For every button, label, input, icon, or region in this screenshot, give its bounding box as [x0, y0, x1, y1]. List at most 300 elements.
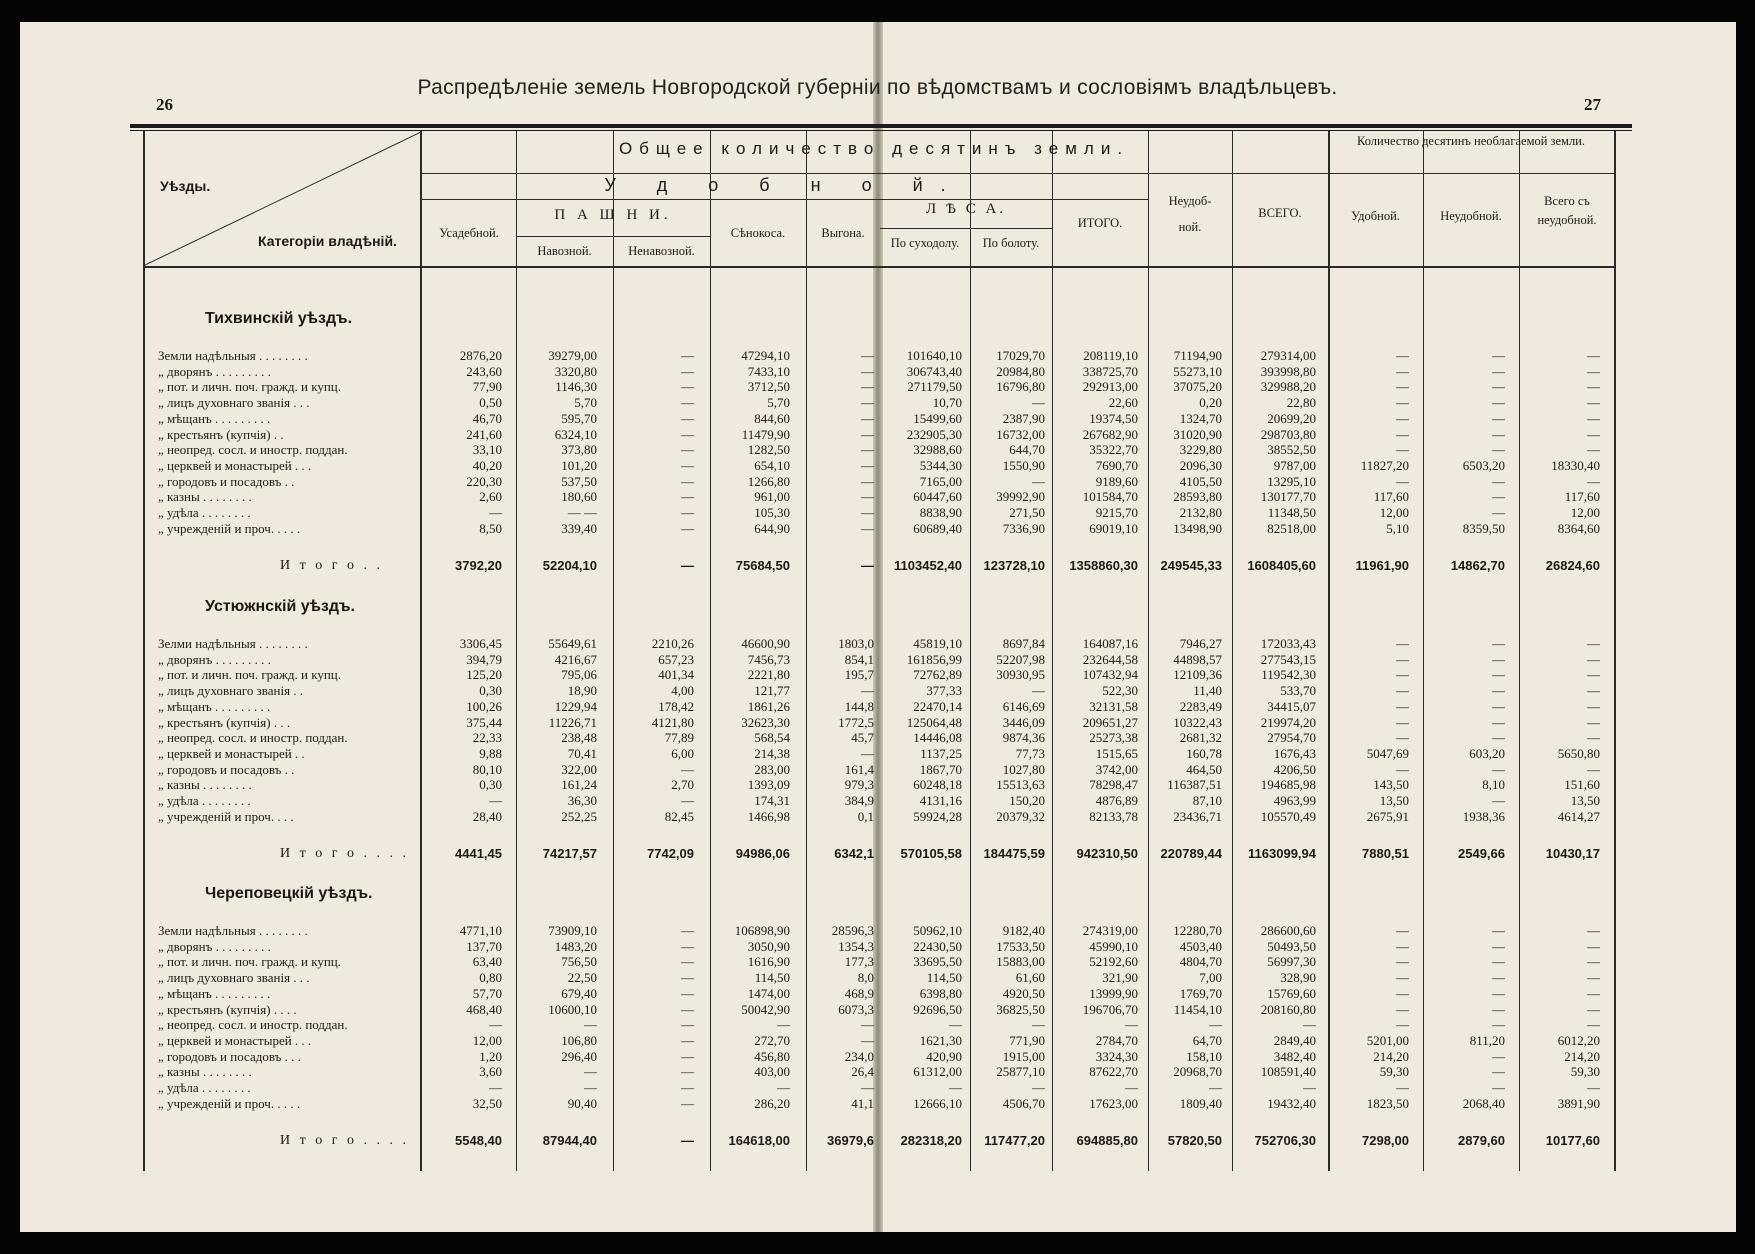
table-cell: 420,90	[926, 1048, 962, 1064]
table-cell: 4876,89	[1095, 793, 1138, 808]
table-cell: 568,54	[754, 730, 790, 746]
table-cell: 1466,98	[747, 808, 790, 824]
table-cell: 6503,20	[1462, 457, 1505, 473]
table-cell: 196706,70	[1082, 1001, 1138, 1017]
table-cell: —	[1492, 410, 1505, 426]
table-cell: —	[1587, 636, 1600, 651]
table-cell: 9874,36	[1002, 730, 1045, 746]
table-cell: 4206,50	[1273, 761, 1316, 777]
table-cell: 45,7	[851, 730, 874, 746]
table-cell: —	[1587, 473, 1600, 489]
table-cell: 296,40	[561, 1048, 597, 1064]
table-cell: 5,10	[1386, 520, 1409, 536]
table-cell: 23436,71	[1173, 808, 1222, 824]
table-cell: —	[1492, 1064, 1505, 1080]
table-cell: 6146,69	[1002, 698, 1045, 714]
table-cell: —	[861, 348, 874, 363]
table-cell: —	[1492, 426, 1505, 442]
row-label: „ дворянъ . . . . . . . . .	[158, 938, 271, 954]
table-cell: 31020,90	[1173, 426, 1222, 442]
table-cell: —	[1492, 793, 1505, 808]
table-cell: —	[681, 489, 694, 505]
row-label: Зелми надѣльныя . . . . . . . .	[158, 636, 308, 651]
table-cell: 107432,94	[1082, 667, 1138, 683]
table-cell: —	[1396, 954, 1409, 970]
header-udobnoy: У д о б н о й.	[604, 175, 964, 195]
row-label: „ городовъ и посадовъ . .	[158, 761, 295, 777]
table-cell: —	[1492, 938, 1505, 954]
table-cell: 6398,80	[919, 985, 962, 1001]
table-cell: 52192,60	[1089, 954, 1138, 970]
table-cell: 11,40	[1193, 683, 1222, 699]
table-cell: 7456,73	[747, 651, 790, 667]
total-cell: —	[681, 558, 694, 574]
table-cell: 8,0	[857, 970, 874, 986]
table-cell: —	[1492, 985, 1505, 1001]
table-cell: 11454,10	[1173, 1001, 1222, 1017]
row-label: „ неопред. сосл. и иностр. поддан.	[158, 730, 348, 746]
table-cell: —	[1587, 651, 1600, 667]
table-cell: 119542,30	[1261, 667, 1316, 683]
table-cell: 771,90	[1009, 1032, 1045, 1048]
table-cell: 55649,61	[548, 636, 597, 651]
table-cell: 28596,3	[831, 923, 874, 938]
table-cell: —	[1587, 348, 1600, 363]
table-cell: 844,60	[754, 410, 790, 426]
table-cell: —	[1587, 970, 1600, 986]
table-cell: 1769,70	[1179, 985, 1222, 1001]
table-cell: —	[1396, 730, 1409, 746]
table-cell: 232905,30	[906, 426, 962, 442]
header-obshchee: Общее количество десятинъ земли.	[618, 139, 1130, 158]
total-cell: 14862,70	[1450, 558, 1505, 574]
table-cell: 394,79	[466, 651, 502, 667]
table-cell: 161,4	[844, 761, 874, 777]
table-cell: —	[584, 1080, 597, 1095]
table-cell: 4131,16	[919, 793, 962, 808]
row-label: „ казны . . . . . . . .	[158, 1064, 252, 1080]
table-cell: 8,10	[1482, 777, 1505, 793]
table-cell: 143,50	[1373, 777, 1409, 793]
table-cell: 1393,09	[747, 777, 790, 793]
table-cell: 28,40	[472, 808, 502, 824]
row-label: „ учрежденій и проч. . . . .	[158, 520, 301, 536]
top-rule	[130, 124, 1632, 128]
table-cell: 5047,69	[1366, 745, 1409, 761]
total-label: И т о г о . . . .	[280, 846, 409, 862]
table-cell: 20968,70	[1173, 1064, 1222, 1080]
table-cell: 220,30	[466, 473, 502, 489]
header-vygona: Выгона.	[821, 226, 865, 240]
table-cell: —	[1492, 761, 1505, 777]
table-cell: 13498,90	[1173, 520, 1222, 536]
table-cell: 1229,94	[554, 698, 597, 714]
total-cell: 94986,06	[735, 846, 790, 862]
total-cell: 752706,30	[1254, 1133, 1316, 1149]
table-cell: 6324,10	[554, 426, 597, 442]
table-cell: 59924,28	[913, 808, 962, 824]
table-cell: —	[681, 473, 694, 489]
table-cell: —	[1396, 761, 1409, 777]
table-cell: 45990,10	[1089, 938, 1138, 954]
table-cell: —	[1032, 683, 1045, 699]
table-cell: —	[1125, 1080, 1138, 1095]
table-cell: 10322,43	[1173, 714, 1222, 730]
table-cell: 2784,70	[1095, 1032, 1138, 1048]
table-cell: 2387,90	[1002, 410, 1045, 426]
table-cell: 4963,99	[1273, 793, 1316, 808]
row-label: „ дворянъ . . . . . . . . .	[158, 651, 271, 667]
total-cell: 5548,40	[455, 1133, 502, 1149]
table-cell: 277543,15	[1260, 651, 1316, 667]
table-cell: 468,9	[844, 985, 874, 1001]
total-cell: 7880,51	[1362, 846, 1409, 862]
row-label: „ крестьянъ (купчія) . .	[158, 426, 284, 442]
table-cell: 3229,80	[1179, 442, 1222, 458]
table-cell: —	[1396, 667, 1409, 683]
table-cell: —	[1587, 410, 1600, 426]
table-cell: —	[1032, 473, 1045, 489]
table-cell: 26,4	[851, 1064, 874, 1080]
table-cell: 2876,20	[459, 348, 502, 363]
row-label: „ удѣла . . . . . . . .	[158, 505, 251, 520]
table-cell: 7336,90	[1002, 520, 1045, 536]
table-cell: —	[1492, 395, 1505, 411]
table-cell: —	[681, 520, 694, 536]
table-cell: —	[681, 1095, 694, 1111]
table-cell: 0,1	[857, 808, 874, 824]
table-cell: 19374,50	[1089, 410, 1138, 426]
table-cell: 1772,5	[838, 714, 874, 730]
table-cell: 172033,43	[1260, 636, 1316, 651]
table-cell: 3306,45	[459, 636, 502, 651]
table-cell: 283,00	[754, 761, 790, 777]
table-cell: 16796,80	[996, 379, 1045, 395]
table-cell: 164087,16	[1082, 636, 1138, 651]
table-cell: —	[1396, 698, 1409, 714]
table-cell: —	[1492, 505, 1505, 520]
table-cell: —	[1492, 473, 1505, 489]
table-cell: 161,24	[561, 777, 597, 793]
table-cell: 403,00	[754, 1064, 790, 1080]
table-cell: 108591,40	[1260, 1064, 1316, 1080]
table-cell: —	[1492, 1001, 1505, 1017]
total-cell: 2549,66	[1458, 846, 1505, 862]
table-cell: —	[1587, 1080, 1600, 1095]
row-label: „ городовъ и посадовъ . .	[158, 473, 295, 489]
table-cell: —	[861, 1032, 874, 1048]
table-cell: 20699,20	[1267, 410, 1316, 426]
table-cell: —	[1587, 1001, 1600, 1017]
table-cell: 69019,10	[1089, 520, 1138, 536]
row-label: „ церквей и монастырей . . .	[158, 1032, 312, 1048]
table-cell: 271179,50	[907, 379, 962, 395]
table-cell: 12,00	[472, 1032, 502, 1048]
row-label: „ церквей и монастырей . .	[158, 745, 305, 761]
table-cell: 533,70	[1280, 683, 1316, 699]
table-cell: 82,45	[664, 808, 694, 824]
table-cell: 30930,95	[996, 667, 1045, 683]
row-label: „ лицъ духовнаго званія . . .	[158, 395, 310, 411]
table-cell: 3891,90	[1557, 1095, 1600, 1111]
table-cell: —	[681, 793, 694, 808]
table-cell: 114,50	[926, 970, 962, 986]
table-cell: —	[861, 1080, 874, 1095]
table-cell: 1809,40	[1179, 1095, 1222, 1111]
table-cell: 15513,63	[996, 777, 1045, 793]
table-cell: 8359,50	[1462, 520, 1505, 536]
table-cell: 2675,91	[1366, 808, 1409, 824]
table-cell: 12666,10	[913, 1095, 962, 1111]
table-cell: 33695,50	[913, 954, 962, 970]
table-cell: 377,33	[926, 683, 962, 699]
table-cell: 50962,10	[913, 923, 962, 938]
table-cell: 38552,50	[1267, 442, 1316, 458]
table-cell: 0,30	[479, 683, 502, 699]
total-cell: 117477,20	[984, 1133, 1045, 1149]
table-cell: 1915,00	[1002, 1048, 1045, 1064]
table-cell: 25273,38	[1089, 730, 1138, 746]
header-neob-udobnoy: Удобной.	[1351, 209, 1400, 223]
table-cell: 679,40	[561, 985, 597, 1001]
row-label: Земли надѣльныя . . . . . . . .	[158, 923, 308, 938]
table-cell: 468,40	[466, 1001, 502, 1017]
row-label: „ казны . . . . . . . .	[158, 777, 252, 793]
table-cell: —	[861, 1017, 874, 1033]
row-label: „ дворянъ . . . . . . . . .	[158, 363, 271, 379]
table-cell: 241,60	[466, 426, 502, 442]
table-cell: 393998,80	[1260, 363, 1316, 379]
row-label: „ мѣщанъ . . . . . . . . .	[158, 410, 271, 426]
header-navoznoy: Навозной.	[537, 244, 592, 258]
table-cell: 4,00	[671, 683, 694, 699]
table-cell: —	[1492, 651, 1505, 667]
table-cell: 2849,40	[1273, 1032, 1316, 1048]
total-cell: 184475,59	[983, 846, 1045, 862]
table-cell: —	[1587, 426, 1600, 442]
table-cell: 56997,30	[1267, 954, 1316, 970]
table-cell: 339,40	[561, 520, 597, 536]
table-cell: —	[1396, 970, 1409, 986]
table-cell: 252,25	[561, 808, 597, 824]
table-cell: —	[861, 379, 874, 395]
table-cell: 178,42	[658, 698, 694, 714]
total-cell: 1358860,30	[1069, 558, 1138, 574]
table-cell: —	[777, 1017, 790, 1033]
table-cell: 10600,10	[548, 1001, 597, 1017]
table-cell: —	[1492, 379, 1505, 395]
table-cell: 25877,10	[996, 1064, 1045, 1080]
table-cell: 22470,14	[913, 698, 962, 714]
table-cell: —	[1396, 379, 1409, 395]
table-cell: 795,06	[561, 667, 597, 683]
table-cell: 82518,00	[1267, 520, 1316, 536]
table-cell: 195,7	[844, 667, 874, 683]
table-cell: —	[681, 1064, 694, 1080]
table-cell: 16732,00	[996, 426, 1045, 442]
table-cell: —	[489, 793, 502, 808]
table-cell: —	[1492, 698, 1505, 714]
table-cell: 32,50	[472, 1095, 502, 1111]
total-cell: —	[681, 1133, 694, 1149]
table-cell: 14446,08	[913, 730, 962, 746]
table-cell: 72762,89	[913, 667, 962, 683]
table-cell: 11348,50	[1267, 505, 1316, 520]
row-label: „ неопред. сосл. и иностр. поддан.	[158, 442, 348, 458]
table-cell: —	[861, 426, 874, 442]
table-cell: —	[681, 442, 694, 458]
table-cell: 12109,36	[1173, 667, 1222, 683]
table-cell: —	[681, 395, 694, 411]
table-cell: 64,70	[1192, 1032, 1222, 1048]
table-cell: 8364,60	[1557, 520, 1600, 536]
table-cell: 644,70	[1009, 442, 1045, 458]
table-cell: —	[1209, 1017, 1222, 1033]
total-cell: 11961,90	[1355, 558, 1409, 574]
row-label: „ пот. и личн. поч. гражд. и купц.	[158, 954, 342, 970]
table-cell: —	[1492, 636, 1505, 651]
table-cell: 603,20	[1469, 745, 1505, 761]
table-cell: 9189,60	[1095, 473, 1138, 489]
table-cell: 125,20	[466, 667, 502, 683]
table-cell: 13999,90	[1089, 985, 1138, 1001]
row-label: „ учрежденій и проч. . . .	[158, 808, 294, 824]
table-cell: —	[681, 970, 694, 986]
table-cell: 114,50	[754, 970, 790, 986]
table-cell: 101,20	[561, 457, 597, 473]
table-cell: 47294,10	[741, 348, 790, 363]
total-cell: 87944,40	[542, 1133, 597, 1149]
table-cell: —	[1396, 1080, 1409, 1095]
table-cell: —	[1492, 970, 1505, 986]
table-cell: 5,70	[574, 395, 597, 411]
table-cell: 279314,00	[1260, 348, 1316, 363]
table-cell: —	[681, 938, 694, 954]
table-cell: 17533,50	[996, 938, 1045, 954]
table-cell: 3742,00	[1095, 761, 1138, 777]
table-cell: 34415,07	[1267, 698, 1316, 714]
table-cell: 158,10	[1186, 1048, 1222, 1064]
total-cell: 220789,44	[1160, 846, 1222, 862]
table-cell: —	[1587, 714, 1600, 730]
table-cell: 137,70	[466, 938, 502, 954]
table-cell: —	[1396, 923, 1409, 938]
table-cell: 7,00	[1199, 970, 1222, 986]
table-cell: 117,60	[1564, 489, 1600, 505]
table-cell: 979,3	[844, 777, 874, 793]
table-cell: —	[1396, 938, 1409, 954]
table-cell: —	[489, 1017, 502, 1033]
table-cell: —	[861, 520, 874, 536]
table-cell: 19432,40	[1267, 1095, 1316, 1111]
table-cell: 537,50	[561, 473, 597, 489]
total-cell: 26824,60	[1545, 558, 1600, 574]
table-cell: —	[1396, 1001, 1409, 1017]
row-label: „ неопред. сосл. и иностр. поддан.	[158, 1017, 348, 1033]
table-cell: 36,30	[567, 793, 597, 808]
table-cell: 1483,20	[554, 938, 597, 954]
table-cell: 9182,40	[1002, 923, 1045, 938]
table-cell: 59,30	[1379, 1064, 1409, 1080]
header-senokosa: Сѣнокоса.	[730, 226, 786, 240]
table-cell: 9215,70	[1095, 505, 1138, 520]
total-cell: 2879,60	[1458, 1133, 1505, 1149]
table-cell: 33,10	[472, 442, 502, 458]
table-cell: —	[949, 1080, 962, 1095]
total-cell: 74217,57	[542, 846, 597, 862]
table-cell: 50493,50	[1267, 938, 1316, 954]
table-cell: —	[1396, 395, 1409, 411]
header-neoblag: Количество десятинъ необлагаемой земли.	[1357, 134, 1585, 148]
total-label: И т о г о . . . .	[280, 1133, 409, 1149]
header-po-bolotu: По болоту.	[982, 236, 1040, 250]
table-cell: 209651,27	[1082, 714, 1138, 730]
table-cell: 3324,30	[1095, 1048, 1138, 1064]
table-cell: 0,50	[479, 395, 502, 411]
table-cell: —	[1587, 985, 1600, 1001]
row-label: „ лицъ духовнаго званія . . .	[158, 970, 310, 986]
header-kategorii: Категоріи владѣній.	[258, 233, 397, 249]
table-cell: 7946,27	[1179, 636, 1222, 651]
table-cell: —	[1492, 348, 1505, 363]
table-cell: 121,77	[754, 683, 790, 699]
table-cell: 1676,43	[1273, 745, 1316, 761]
total-cell: 942310,50	[1076, 846, 1138, 862]
table-cell: 17029,70	[996, 348, 1045, 363]
table-cell: —	[681, 457, 694, 473]
table-cell: 35322,70	[1089, 442, 1138, 458]
table-cell: 6073,3	[838, 1001, 874, 1017]
table-cell: —	[1492, 363, 1505, 379]
table-cell: 961,00	[754, 489, 790, 505]
table-cell: 1324,70	[1179, 410, 1222, 426]
table-cell: 1282,50	[747, 442, 790, 458]
table-cell: 384,9	[844, 793, 874, 808]
table-cell: 3050,90	[747, 938, 790, 954]
table-cell: 1861,26	[747, 698, 790, 714]
table-cell: 77,89	[664, 730, 694, 746]
table-cell: —	[584, 1017, 597, 1033]
table-cell: —	[1396, 348, 1409, 363]
table-cell: —	[681, 379, 694, 395]
table-cell: —	[1032, 1017, 1045, 1033]
table-cell: 17623,00	[1089, 1095, 1138, 1111]
table-cell: 13295,10	[1267, 473, 1316, 489]
table-cell: —	[1396, 636, 1409, 651]
table-cell: —	[861, 683, 874, 699]
table-cell: 322,00	[561, 761, 597, 777]
table-cell: —	[1396, 473, 1409, 489]
table-cell: —	[1587, 761, 1600, 777]
table-cell: —	[1125, 1017, 1138, 1033]
table-cell: 7690,70	[1095, 457, 1138, 473]
table-cell: 0,80	[479, 970, 502, 986]
table-cell: 106898,90	[734, 923, 790, 938]
table-cell: 22430,50	[913, 938, 962, 954]
total-cell: 3792,20	[455, 558, 502, 574]
top-rule-thin	[130, 130, 1632, 131]
header-vsego: ВСЕГО.	[1258, 206, 1302, 220]
table-cell: 60447,60	[913, 489, 962, 505]
table-cell: 3320,80	[554, 363, 597, 379]
row-label: „ мѣщанъ . . . . . . . . .	[158, 698, 271, 714]
table-cell: —	[1396, 410, 1409, 426]
table-cell: —	[584, 1064, 597, 1080]
table-cell: 214,38	[754, 745, 790, 761]
table-cell: 338725,70	[1082, 363, 1138, 379]
table-cell: 77,73	[1015, 745, 1045, 761]
table-cell: 1,20	[479, 1048, 502, 1064]
